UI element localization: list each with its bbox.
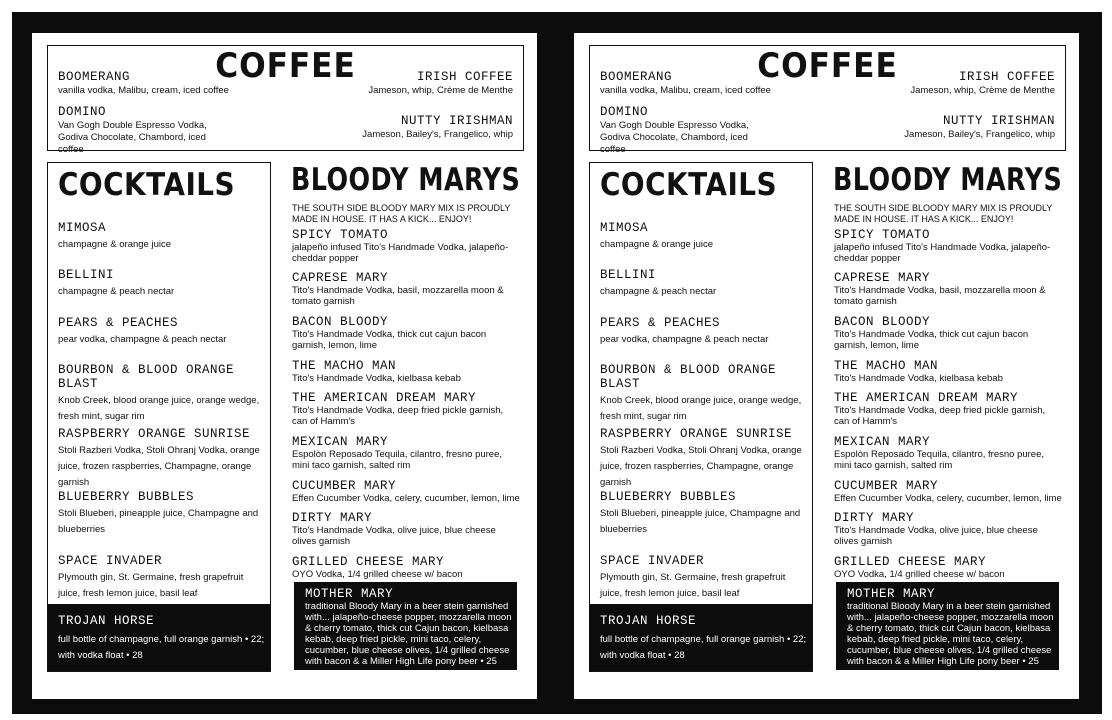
item-desc: Tito's Handmade Vodka, deep fried pickle garnish, can of Hamm's [292, 405, 504, 427]
item-name: PEARS & PEACHES [600, 316, 721, 330]
item-desc: Knob Creek, blood orange juice, orange wedge, fresh mint, sugar rim [600, 395, 802, 422]
coffee-title: COFFEE [215, 46, 356, 86]
item-desc: Stoli Blueberi, pineapple juice, Champagne and blueberries [600, 508, 801, 535]
item-desc: Van Gogh Double Espresso Vodka, Godiva Chocolate, Chambord, iced coffee [58, 120, 207, 155]
item-name: DIRTY MARY [292, 511, 373, 525]
item-name: RASPBERRY ORANGE SUNRISE [600, 427, 793, 441]
item-desc: Plymouth gin, St. Germaine, fresh grapefruit juice, fresh lemon juice, basil leaf [600, 572, 786, 599]
cocktail-item [600, 490, 810, 538]
coffee-title: COFFEE [757, 46, 898, 86]
item-name: MEXICAN MARY [834, 435, 931, 449]
item-desc: traditional Bloody Mary in a beer stein garnished with... jalapeño-cheese popper, mozzarella moon & cherry tomato, thick cut Cajun bacon, kielbasa kebab, deep fried pickle, mini taco, celery, cucumber, blue cheese olives, 1/4 grilled cheese with bacon & a Miller High Life pony beer • 25 [847, 601, 1054, 667]
cocktail-item [600, 363, 810, 425]
item-desc: Espolòn Reposado Tequila, cilantro, fresno puree, mini taco garnish, salted rim [834, 449, 1045, 471]
item-desc: champagne & orange juice [600, 239, 714, 250]
bloody-marys-title: BLOODY MARYS [833, 162, 1063, 198]
item-name: GRILLED CHEESE MARY [834, 555, 987, 569]
cocktail-item [58, 221, 268, 253]
cocktail-item [600, 554, 810, 602]
coffee-item [368, 70, 513, 97]
item-desc: Jameson, whip, Crème de Menthe [368, 85, 513, 96]
item-name: DOMINO [600, 105, 649, 119]
bloody-mary-item [834, 555, 1062, 580]
item-name: CUCUMBER MARY [292, 479, 397, 493]
item-desc: Van Gogh Double Espresso Vodka, Godiva Chocolate, Chambord, iced coffee [600, 120, 749, 155]
item-name: BLUEBERRY BUBBLES [600, 490, 737, 504]
item-desc: Effen Cucumber Vodka, celery, cucumber, lemon, lime [292, 493, 520, 504]
cocktail-item [600, 316, 810, 348]
item-name: CAPRESE MARY [834, 271, 931, 285]
bloody-mary-item [834, 511, 1062, 547]
coffee-item [600, 105, 770, 156]
cocktail-item [600, 221, 810, 253]
cocktail-item [58, 554, 268, 602]
bloody-mary-item [834, 271, 1062, 307]
item-name: IRISH COFFEE [416, 70, 513, 84]
item-name: MIMOSA [600, 221, 649, 235]
bloody-mary-item [292, 315, 520, 351]
item-name: BOOMERANG [600, 70, 673, 84]
item-name: BLUEBERRY BUBBLES [58, 490, 195, 504]
item-desc: Tito's Handmade Vodka, basil, mozzarella moon & tomato garnish [292, 285, 504, 307]
item-name: PEARS & PEACHES [58, 316, 179, 330]
cocktails-section [589, 162, 813, 672]
item-name: CUCUMBER MARY [834, 479, 939, 493]
item-name: SPACE INVADER [58, 554, 163, 568]
coffee-item [904, 114, 1055, 141]
bloody-mary-item [834, 435, 1062, 471]
item-name: NUTTY IRISHMAN [400, 114, 513, 128]
bloody-mary-item [292, 391, 520, 427]
cocktails-title: COCKTAILS [600, 167, 778, 203]
item-name: SPICY TOMATO [292, 228, 389, 242]
coffee-item [600, 70, 771, 97]
cocktail-item [600, 268, 810, 300]
bloody-marys-title: BLOODY MARYS [291, 162, 521, 198]
item-desc: traditional Bloody Mary in a beer stein garnished with... jalapeño-cheese popper, mozzarella moon & cherry tomato, thick cut Cajun bacon, kielbasa kebab, deep fried pickle, mini taco, celery, cucumber, blue cheese olives, 1/4 grilled cheese with bacon & a Miller High Life pony beer • 25 [305, 601, 512, 667]
item-desc: full bottle of champagne, full orange garnish • 22; with vodka float • 28 [600, 634, 807, 661]
item-name: THE AMERICAN DREAM MARY [834, 391, 1019, 405]
cocktail-item [58, 268, 268, 300]
item-desc: Stoli Razberi Vodka, Stoli Ohranj Vodka, orange juice, frozen raspberries, Champagne, orange garnish [600, 445, 802, 488]
featured-cocktail [48, 604, 270, 671]
cocktails-title: COCKTAILS [58, 167, 236, 203]
bloody-mary-item [834, 315, 1062, 351]
item-name: MEXICAN MARY [292, 435, 389, 449]
cocktail-item [58, 427, 268, 491]
cocktails-section [47, 162, 271, 672]
item-desc: vanilla vodka, Malibu, cream, iced coffee [600, 85, 771, 96]
section-intro: THE SOUTH SIDE BLOODY MARY MIX IS PROUDLY MADE IN HOUSE. IT HAS A KICK... ENJOY! [834, 203, 1053, 224]
item-name: SPICY TOMATO [834, 228, 931, 242]
item-name: SPACE INVADER [600, 554, 705, 568]
item-desc: Tito's Handmade Vodka, kielbasa kebab [292, 373, 461, 384]
coffee-item [362, 114, 513, 141]
item-name: BACON BLOODY [834, 315, 931, 329]
item-desc: Tito's Handmade Vodka, olive juice, blue cheese olives garnish [292, 525, 496, 547]
item-name: MOTHER MARY [305, 587, 394, 601]
item-name: BELLINI [600, 268, 657, 282]
item-name: BELLINI [58, 268, 115, 282]
cocktail-item [58, 490, 268, 538]
item-desc: Jameson, Bailey's, Frangelico, whip [362, 129, 513, 140]
item-desc: Espolòn Reposado Tequila, cilantro, fresno puree, mini taco garnish, salted rim [292, 449, 503, 471]
bloody-mary-item [834, 228, 1062, 264]
item-name: GRILLED CHEESE MARY [292, 555, 445, 569]
featured-bloody-mary [294, 582, 517, 670]
cocktail-item [600, 427, 810, 491]
item-name: DOMINO [58, 105, 107, 119]
coffee-section [47, 45, 524, 155]
item-name: IRISH COFFEE [958, 70, 1055, 84]
item-desc: champagne & peach nectar [58, 286, 175, 297]
item-desc: vanilla vodka, Malibu, cream, iced coffee [58, 85, 229, 96]
item-name: THE MACHO MAN [834, 359, 939, 373]
item-desc: Knob Creek, blood orange juice, orange wedge, fresh mint, sugar rim [58, 395, 260, 422]
item-desc: pear vodka, champagne & peach nectar [58, 334, 227, 345]
item-desc: pear vodka, champagne & peach nectar [600, 334, 769, 345]
item-desc: Tito's Handmade Vodka, olive juice, blue cheese olives garnish [834, 525, 1038, 547]
item-name: BOOMERANG [58, 70, 131, 84]
item-name: MOTHER MARY [847, 587, 936, 601]
bloody-mary-item [292, 555, 520, 580]
featured-cocktail [590, 604, 812, 671]
menu-page-right [574, 33, 1079, 699]
item-desc: Stoli Razberi Vodka, Stoli Ohranj Vodka, orange juice, frozen raspberries, Champagne, orange garnish [58, 445, 260, 488]
item-desc: Plymouth gin, St. Germaine, fresh grapefruit juice, fresh lemon juice, basil leaf [58, 572, 244, 599]
item-name: BACON BLOODY [292, 315, 389, 329]
item-desc: Tito's Handmade Vodka, deep fried pickle garnish, can of Hamm's [834, 405, 1046, 427]
coffee-section [589, 45, 1066, 155]
item-desc: jalapeño infused Tito's Handmade Vodka, jalapeño-cheddar popper [834, 242, 1051, 264]
bloody-mary-item [292, 359, 520, 384]
menu-frame [12, 12, 1102, 714]
cocktail-item [58, 363, 268, 425]
section-intro: THE SOUTH SIDE BLOODY MARY MIX IS PROUDLY MADE IN HOUSE. IT HAS A KICK... ENJOY! [292, 203, 511, 224]
item-desc: full bottle of champagne, full orange garnish • 22; with vodka float • 28 [58, 634, 265, 661]
item-desc: Jameson, Bailey's, Frangelico, whip [904, 129, 1055, 140]
bloody-mary-item [834, 479, 1062, 504]
item-name: BOURBON & BLOOD ORANGE BLAST [600, 363, 777, 391]
coffee-item [58, 105, 228, 156]
item-desc: Jameson, whip, Crème de Menthe [910, 85, 1055, 96]
item-desc: jalapeño infused Tito's Handmade Vodka, jalapeño-cheddar popper [292, 242, 509, 264]
menu-page-left [32, 33, 537, 699]
item-name: DIRTY MARY [834, 511, 915, 525]
bloody-mary-item [292, 435, 520, 471]
bloody-mary-item [834, 391, 1062, 427]
bloody-mary-item [292, 511, 520, 547]
item-desc: Tito's Handmade Vodka, thick cut cajun bacon garnish, lemon, lime [834, 329, 1029, 351]
coffee-item [58, 70, 229, 97]
item-desc: Tito's Handmade Vodka, kielbasa kebab [834, 373, 1003, 384]
item-desc: OYO Vodka, 1/4 grilled cheese w/ bacon [292, 569, 463, 580]
item-desc: OYO Vodka, 1/4 grilled cheese w/ bacon [834, 569, 1005, 580]
item-name: RASPBERRY ORANGE SUNRISE [58, 427, 251, 441]
item-desc: Stoli Blueberi, pineapple juice, Champagne and blueberries [58, 508, 259, 535]
item-name: NUTTY IRISHMAN [942, 114, 1055, 128]
bloody-mary-item [292, 479, 520, 504]
bloody-mary-item [292, 271, 520, 307]
cocktail-item [58, 316, 268, 348]
bloody-mary-item [834, 359, 1062, 384]
item-name: BOURBON & BLOOD ORANGE BLAST [58, 363, 235, 391]
item-desc: champagne & orange juice [58, 239, 172, 250]
featured-bloody-mary [836, 582, 1059, 670]
item-desc: Tito's Handmade Vodka, basil, mozzarella moon & tomato garnish [834, 285, 1046, 307]
item-name: THE MACHO MAN [292, 359, 397, 373]
item-name: TROJAN HORSE [58, 614, 155, 628]
coffee-item [910, 70, 1055, 97]
item-name: THE AMERICAN DREAM MARY [292, 391, 477, 405]
item-desc: Tito's Handmade Vodka, thick cut cajun bacon garnish, lemon, lime [292, 329, 487, 351]
item-name: CAPRESE MARY [292, 271, 389, 285]
item-name: MIMOSA [58, 221, 107, 235]
bloody-mary-item [292, 228, 520, 264]
item-desc: champagne & peach nectar [600, 286, 717, 297]
item-desc: Effen Cucumber Vodka, celery, cucumber, lemon, lime [834, 493, 1062, 504]
item-name: TROJAN HORSE [600, 614, 697, 628]
